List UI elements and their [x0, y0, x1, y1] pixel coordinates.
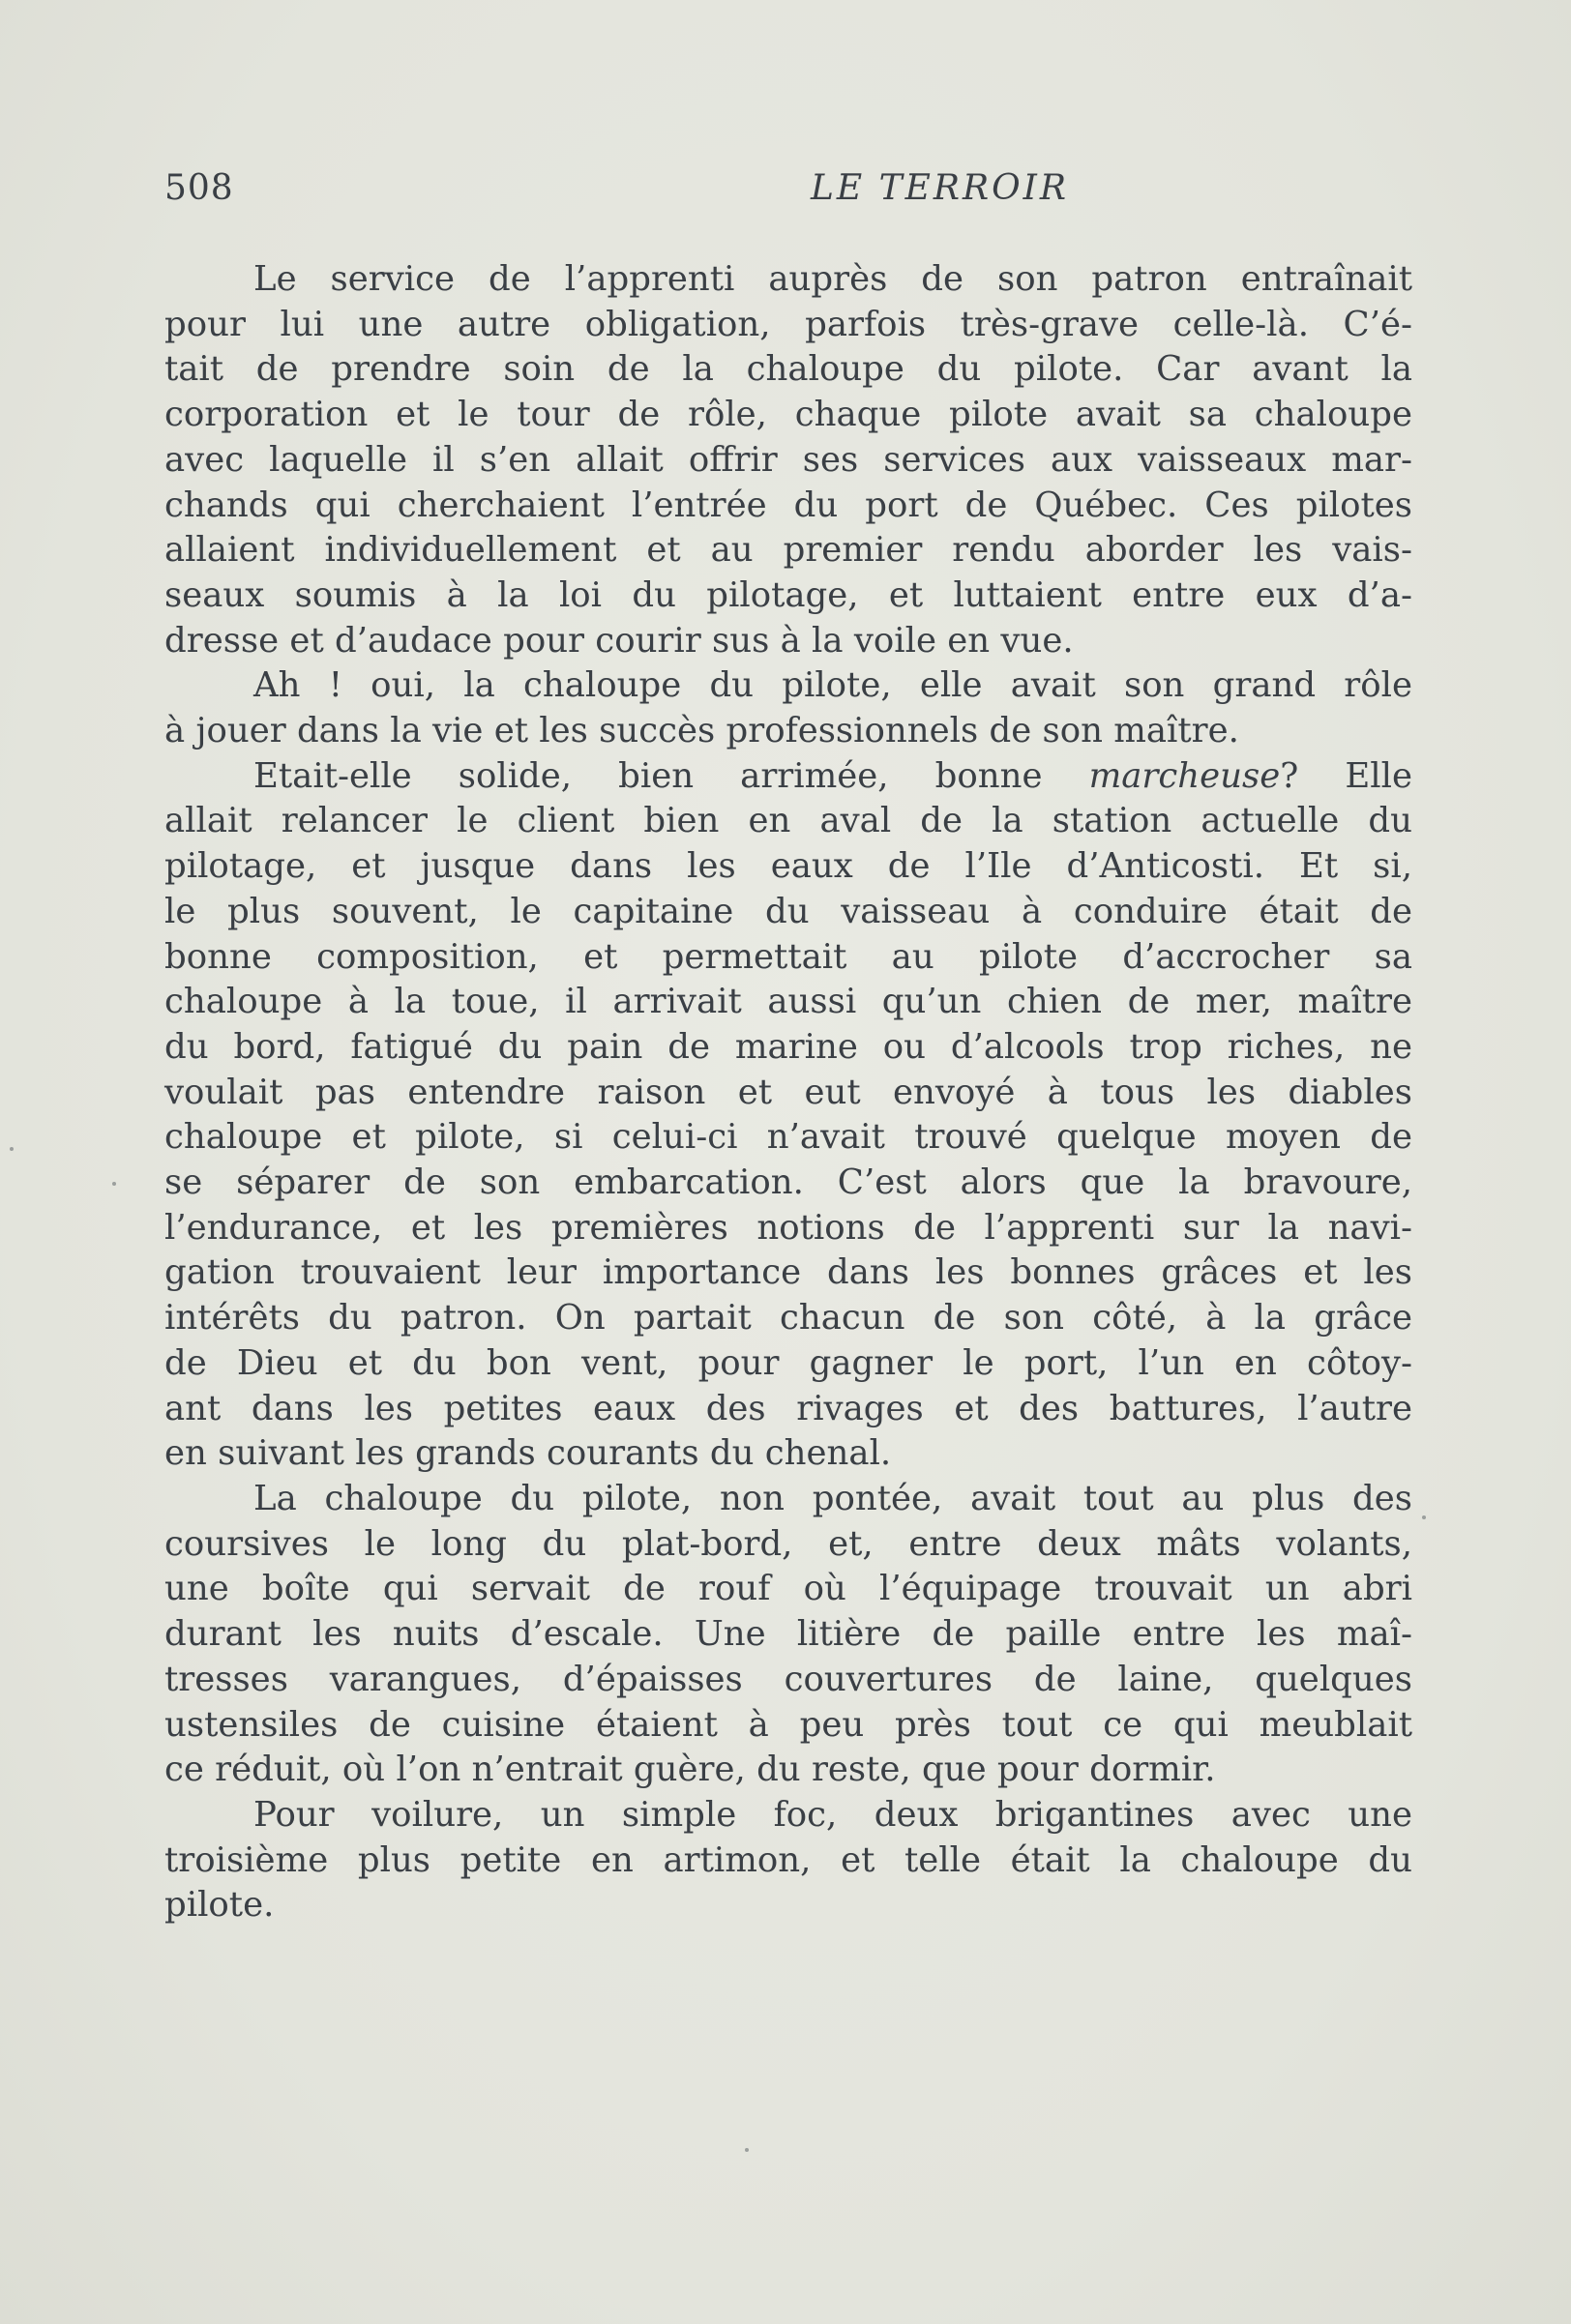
text-line: en suivant les grands courants du chenal. [164, 1433, 892, 1474]
text-line: chaloupe et pilote, si celui-ci n’avait trouvé quelque moyen de [164, 1117, 1412, 1158]
text-line: ce réduit, où l’on n’entrait guère, du reste, que pour dormir. [164, 1750, 1216, 1790]
text-line: une boîte qui servait de rouf où l’équipage trouvait un abri [164, 1569, 1412, 1609]
page-number: 508 [164, 168, 234, 208]
text-line: Pour voilure, un simple foc, deux brigantines avec une [253, 1794, 1412, 1835]
text-line: intérêts du patron. On partait chacun de son côté, à la grâce [164, 1298, 1412, 1339]
paragraph-5 [164, 1793, 1412, 1928]
text-line: voulait pas entendre raison et eut envoyé à tous les diables [164, 1072, 1412, 1112]
text-line: avec laquelle il s’en allait offrir ses services aux vaisseaux mar- [164, 439, 1412, 480]
paper-speck [1422, 1515, 1426, 1519]
text-line: ant dans les petites eaux des rivages et des battures, l’autre [164, 1388, 1412, 1428]
paragraph-2 [164, 663, 1412, 753]
text-line: tait de prendre soin de la chaloupe du pilote. Car avant la [164, 349, 1412, 390]
text-line: pour lui une autre obligation, parfois très-grave celle-là. C’é- [164, 304, 1412, 344]
text-line: La chaloupe du pilote, non pontée, avait tout au plus des [253, 1478, 1412, 1518]
text-line: pilotage, et jusque dans les eaux de l’Ile d’Anticosti. Et si, [164, 846, 1412, 887]
text-line: tresses varangues, d’épaisses couvertures de laine, quelques [164, 1659, 1412, 1699]
paragraph-4 [164, 1477, 1412, 1793]
text-line: pilote. [164, 1885, 275, 1926]
text-line: chaloupe à la toue, il arrivait aussi qu’un chien de mer, maître [164, 982, 1412, 1022]
text-line: à jouer dans la vie et les succès professionnels de son maître. [164, 711, 1239, 751]
text-line: bonne composition, et permettait au pilote d’accrocher sa [164, 936, 1412, 977]
text-line: troisième plus petite en artimon, et telle était la chaloupe du [164, 1839, 1412, 1880]
text-line: de Dieu et du bon vent, pour gagner le port, l’un en côtoy- [164, 1342, 1412, 1383]
text-line: se séparer de son embarcation. C’est alors que la bravoure, [164, 1162, 1412, 1203]
text-line: durant les nuits d’escale. Une litière de paille entre les maî- [164, 1614, 1412, 1655]
text-line: le plus souvent, le capitaine du vaisseau à conduire était de [164, 891, 1412, 931]
italic-word: marcheuse [1088, 755, 1281, 796]
paragraph-1 [164, 257, 1412, 663]
text-line: l’endurance, et les premières notions de l’apprenti sur la navi- [164, 1207, 1412, 1248]
text-span: Etait-elle solide, bien arrimée, bonne [253, 755, 1043, 796]
text-line: gation trouvaient leur importance dans les bonnes grâces et les [164, 1252, 1412, 1293]
paper-speck [745, 2148, 749, 2152]
text-line: Ah ! oui, la chaloupe du pilote, elle avait son grand rôle [253, 665, 1412, 706]
text-line: ustensiles de cuisine étaient à peu près tout ce qui meublait [164, 1704, 1412, 1745]
paper-speck [112, 1182, 116, 1186]
paragraph-3 [164, 754, 1412, 1477]
text-line: allait relancer le client bien en aval de la station actuelle du [164, 801, 1412, 841]
text-line: du bord, fatigué du pain de marine ou d’alcools trop riches, ne [164, 1026, 1412, 1067]
text-line: dresse et d’audace pour courir sus à la voile en vue. [164, 620, 1074, 661]
running-head [164, 164, 1412, 213]
text-line: coursives le long du plat-bord, et, entre deux mâts volants, [164, 1523, 1412, 1564]
journal-title: LE TERROIR [811, 168, 1069, 208]
text-line-with-italic [164, 754, 1412, 800]
text-line: Le service de l’apprenti auprès de son patron entraînait [253, 259, 1412, 299]
text-line: corporation et le tour de rôle, chaque pilote avait sa chaloupe [164, 395, 1412, 435]
text-line: allaient individuellement et au premier rendu aborder les vais- [164, 530, 1412, 571]
paper-speck [10, 1147, 14, 1151]
text-line: chands qui cherchaient l’entrée du port de Québec. Ces pilotes [164, 485, 1412, 525]
text-line: seaux soumis à la loi du pilotage, et luttaient entre eux d’a- [164, 574, 1412, 615]
body-text [164, 257, 1412, 1928]
text-span: ? Elle [1280, 755, 1412, 796]
